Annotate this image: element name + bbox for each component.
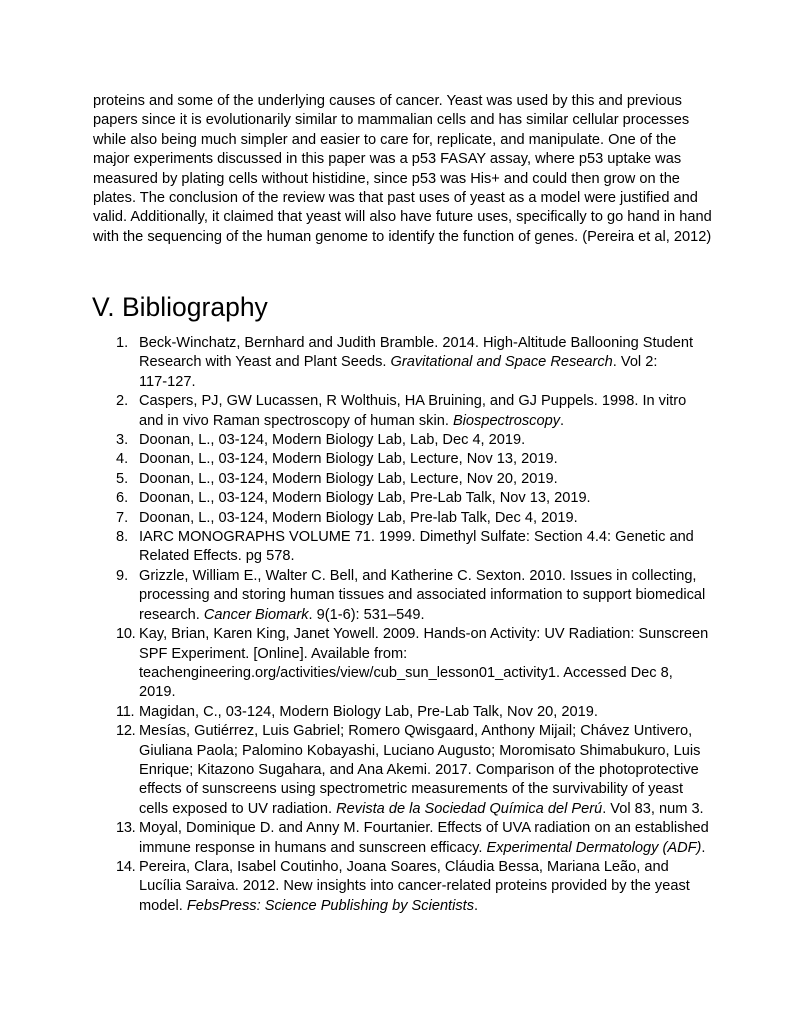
entry-text: immune response in humans and sunscreen efficacy. bbox=[139, 839, 487, 856]
entry-text: processing and storing human tissues and associated information to support biomedical bbox=[139, 587, 706, 604]
bibliography-entry bbox=[0, 489, 792, 508]
bibliography-entry bbox=[0, 450, 792, 469]
entry-line bbox=[139, 703, 792, 722]
entry-text: 117-127. bbox=[139, 373, 196, 390]
entry-text: Doonan, L., 03-124, Modern Biology Lab, Lab, Dec 4, 2019. bbox=[139, 432, 526, 449]
entry-line bbox=[139, 586, 792, 605]
entry-number: 6. bbox=[116, 490, 129, 507]
entry-text: teachengineering.org/activities/view/cub_sun_lesson01_activity1. Accessed Dec 8, bbox=[139, 664, 673, 681]
entry-number: 10. bbox=[116, 626, 136, 643]
entry-text: . bbox=[560, 412, 565, 429]
entry-text: . bbox=[474, 897, 479, 914]
bibliography-entry bbox=[0, 334, 792, 392]
bibliography-entry bbox=[0, 625, 792, 703]
entry-text: Kay, Brian, Karen King, Janet Yowell. 2009. Hands-on Activity: UV Radiation: Sunscreen bbox=[139, 626, 709, 643]
entry-text: cells exposed to UV radiation. bbox=[139, 800, 337, 817]
bibliography-entry bbox=[0, 858, 792, 916]
entry-line bbox=[139, 742, 792, 761]
entry-text: Magidan, C., 03-124, Modern Biology Lab, Pre-Lab Talk, Nov 20, 2019. bbox=[139, 703, 598, 720]
entry-line bbox=[139, 800, 792, 819]
bibliography-entry bbox=[0, 470, 792, 489]
entry-line bbox=[139, 722, 792, 741]
entry-text: Moyal, Dominique D. and Anny M. Fourtanier. Effects of UVA radiation on an established bbox=[139, 820, 709, 837]
bibliography-entry bbox=[0, 567, 792, 625]
entry-line bbox=[139, 606, 792, 625]
entry-number: 11. bbox=[116, 703, 135, 720]
entry-text: Grizzle, William E., Walter C. Bell, and Katherine C. Sexton. 2010. Issues in collecting, bbox=[139, 567, 697, 584]
entry-line bbox=[139, 373, 792, 392]
journal-title: Gravitational and Space Research bbox=[390, 354, 613, 371]
entry-text: Doonan, L., 03-124, Modern Biology Lab, Lecture, Nov 20, 2019. bbox=[139, 470, 558, 487]
entry-number: 14. bbox=[116, 858, 136, 875]
entry-text: Enrique; Kitazono Sugahara, and Ana Akemi. 2017. Comparison of the photoprotective bbox=[139, 761, 699, 778]
entry-text: Caspers, PJ, GW Lucassen, R Wolthuis, HA Bruining, and GJ Puppels. 1998. In vitro bbox=[139, 393, 687, 410]
entry-text: research. bbox=[139, 606, 204, 623]
entry-number: 5. bbox=[116, 470, 129, 487]
entry-line bbox=[139, 625, 792, 644]
journal-title: FebsPress: Science Publishing by Scientists bbox=[186, 897, 475, 914]
entry-text: Giuliana Paola; Palomino Kobayashi, Luciano Augusto; Moromisato Shimabukuro, Luis bbox=[139, 742, 701, 759]
paragraph-line: measured by plating cells without histidine, since p53 was His+ and could then grow on the bbox=[93, 170, 680, 187]
bibliography-entry bbox=[0, 392, 792, 431]
entry-line bbox=[139, 858, 792, 877]
entry-number: 3. bbox=[116, 432, 129, 449]
entry-number: 12. bbox=[116, 723, 136, 740]
entry-line bbox=[139, 780, 792, 799]
entry-text: Research with Yeast and Plant Seeds. bbox=[139, 354, 391, 371]
entry-text: Mesías, Gutiérrez, Luis Gabriel; Romero Qwisgaard, Anthony Mijail; Chávez Untivero, bbox=[139, 723, 693, 740]
paragraph-line: proteins and some of the underlying causes of cancer. Yeast was used by this and previous bbox=[93, 93, 682, 109]
entry-line bbox=[139, 547, 792, 566]
entry-number: 7. bbox=[116, 509, 129, 526]
paragraph-line: while also being much simpler and easier to care for, replicate, and manipulate. One of the bbox=[93, 131, 677, 148]
entry-line bbox=[139, 489, 792, 508]
entry-number: 13. bbox=[116, 820, 136, 837]
entry-number: 1. bbox=[116, 335, 129, 351]
entry-line bbox=[139, 877, 792, 896]
entry-line bbox=[139, 392, 792, 411]
entry-text: SPF Experiment. [Online]. Available from: bbox=[139, 645, 408, 662]
entry-line bbox=[139, 431, 792, 450]
bibliography-entry bbox=[0, 722, 792, 819]
entry-text: . bbox=[701, 839, 706, 856]
entry-line bbox=[139, 819, 792, 838]
entry-text: . Vol 83, num 3. bbox=[602, 800, 704, 817]
bibliography-entry bbox=[0, 528, 792, 567]
paragraph-line: valid. Additionally, it claimed that yeast will also have future uses, specifically to go hand in hand bbox=[93, 209, 712, 226]
entry-line bbox=[139, 567, 792, 586]
paragraph-line: plates. The conclusion of the review was that past uses of yeast as a model were justified and bbox=[93, 190, 698, 207]
bibliography-entry bbox=[0, 431, 792, 450]
entry-text: Doonan, L., 03-124, Modern Biology Lab, Pre-lab Talk, Dec 4, 2019. bbox=[139, 509, 578, 526]
entry-number: 2. bbox=[116, 393, 129, 410]
entry-number: 9. bbox=[116, 567, 129, 584]
entry-text: model. bbox=[139, 897, 187, 914]
journal-title: Cancer Biomark bbox=[203, 606, 309, 623]
entry-text: 2019. bbox=[139, 684, 176, 701]
journal-title: Revista de la Sociedad Química del Perú bbox=[336, 800, 603, 817]
entry-number: 8. bbox=[116, 529, 129, 546]
entry-line bbox=[139, 470, 792, 489]
bibliography-entry bbox=[0, 509, 792, 528]
paragraph-line: papers since it is evolutionarily similar to mammalian cells and has similar cellular processes bbox=[93, 112, 690, 129]
entry-text: effects of sunscreens using spectrometric measurements of the survivability of yeast bbox=[139, 781, 683, 798]
entry-text: Beck-Winchatz, Bernhard and Judith Bramble. 2014. High-Altitude Ballooning Student bbox=[139, 335, 694, 351]
entry-text: Pereira, Clara, Isabel Coutinho, Joana Soares, Cláudia Bessa, Mariana Leão, and bbox=[139, 858, 669, 875]
entry-text: . Vol 2: bbox=[612, 354, 658, 371]
entry-line bbox=[139, 450, 792, 469]
entry-line bbox=[139, 528, 792, 547]
paragraph-line: major experiments discussed in this paper was a p53 FASAY assay, where p53 uptake was bbox=[93, 151, 682, 168]
journal-title: Biospectroscopy bbox=[452, 412, 561, 429]
entry-line bbox=[139, 645, 792, 664]
entry-line bbox=[139, 334, 792, 353]
entry-line bbox=[139, 897, 792, 916]
entry-text: Doonan, L., 03-124, Modern Biology Lab, Lecture, Nov 13, 2019. bbox=[139, 451, 558, 468]
entry-line bbox=[139, 353, 792, 372]
bibliography-entry bbox=[0, 819, 792, 858]
section-heading-bibliography: V. Bibliography bbox=[92, 292, 268, 322]
entry-line bbox=[139, 839, 792, 858]
bibliography-list bbox=[0, 334, 792, 916]
entry-number: 4. bbox=[116, 451, 129, 468]
entry-text: Related Effects. pg 578. bbox=[139, 548, 295, 565]
journal-title: Experimental Dermatology (ADF) bbox=[486, 839, 702, 856]
entry-line bbox=[139, 761, 792, 780]
entry-text: . 9(1-6): 531–549. bbox=[308, 606, 425, 623]
entry-text: IARC MONOGRAPHS VOLUME 71. 1999. Dimethyl Sulfate: Section 4.4: Genetic and bbox=[139, 529, 694, 546]
entry-text: and in vivo Raman spectroscopy of human skin. bbox=[139, 412, 453, 429]
intro-paragraph bbox=[93, 92, 713, 247]
entry-line bbox=[139, 509, 792, 528]
entry-text: Doonan, L., 03-124, Modern Biology Lab, Pre-Lab Talk, Nov 13, 2019. bbox=[139, 490, 591, 507]
entry-line bbox=[139, 664, 792, 683]
paragraph-line: with the sequencing of the human genome to identify the function of genes. (Pereira et al, 2012) bbox=[93, 228, 712, 245]
bibliography-entry bbox=[0, 703, 792, 722]
entry-text: Lucília Saraiva. 2012. New insights into cancer-related proteins provided by the yeast bbox=[139, 878, 690, 895]
entry-line bbox=[139, 412, 792, 431]
entry-line bbox=[139, 683, 792, 702]
